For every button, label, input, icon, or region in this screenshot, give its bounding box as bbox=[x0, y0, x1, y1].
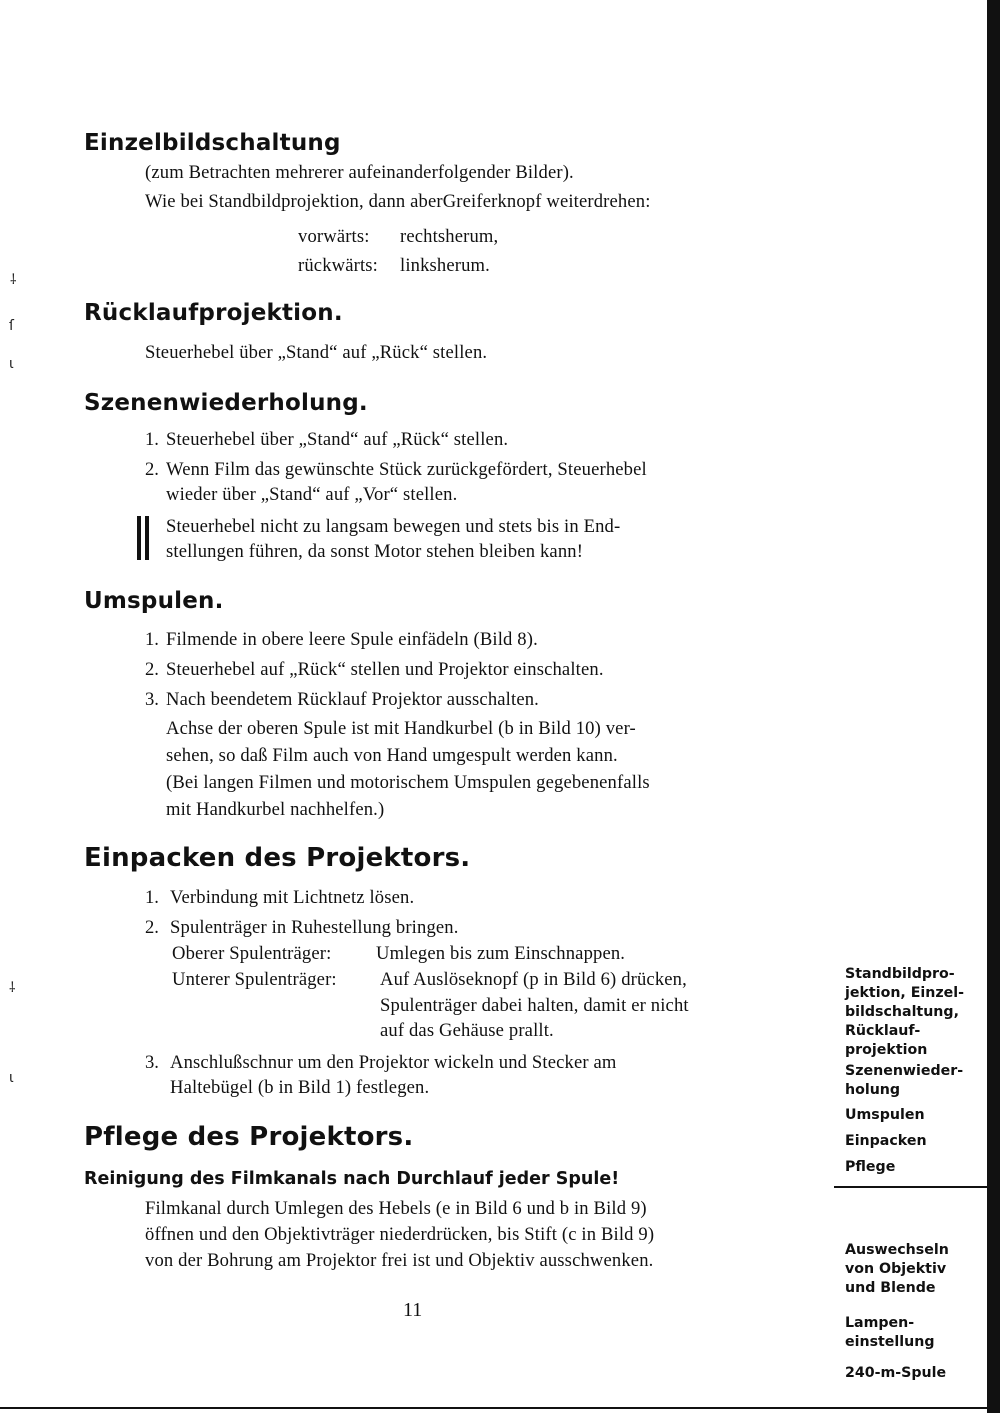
sidebar-line: projektion bbox=[845, 1042, 928, 1058]
sidebar-line: Lampen- bbox=[845, 1315, 915, 1331]
direction-label: vorwärts: bbox=[298, 226, 370, 247]
sidebar-line: und Blende bbox=[845, 1280, 936, 1296]
spulentraeger-text: Auf Auslöseknopf (p in Bild 6) drücken, bbox=[380, 969, 687, 990]
sidebar-line: holung bbox=[845, 1082, 901, 1098]
paragraph-line: Achse der oberen Spule ist mit Handkurbel (b in Bild 10) ver- bbox=[166, 718, 636, 739]
text-line: Wie bei Standbildprojektion, dann aberGreiferknopf weiterdrehen: bbox=[145, 191, 651, 212]
list-item: Anschlußschnur um den Projektor wickeln und Stecker am bbox=[170, 1052, 617, 1073]
list-number: 1. bbox=[145, 887, 159, 908]
sidebar-divider bbox=[834, 1186, 987, 1188]
sidebar-line: jektion, Einzel- bbox=[845, 985, 965, 1001]
margin-mark: ɩ bbox=[9, 356, 14, 372]
list-number: 3. bbox=[145, 689, 159, 710]
sidebar-index-pflege: Pflege bbox=[845, 1159, 896, 1175]
subheading-reinigung: Reinigung des Filmkanals nach Durchlauf jeder Spule! bbox=[84, 1169, 620, 1189]
sidebar-line: Szenenwieder- bbox=[845, 1063, 964, 1079]
spulentraeger-text: auf das Gehäuse prallt. bbox=[380, 1020, 554, 1041]
spulentraeger-text: Spulenträger dabei halten, damit er nicht bbox=[380, 995, 689, 1016]
heading-ruecklaufprojektion: Rücklaufprojektion. bbox=[84, 300, 343, 326]
margin-mark: ɩ bbox=[9, 1070, 14, 1086]
sidebar-index-spule: 240-m-Spule bbox=[845, 1365, 947, 1381]
page-edge-band bbox=[987, 0, 1000, 1413]
sidebar-index-auswechseln bbox=[845, 1241, 949, 1298]
heading-einzelbildschaltung: Einzelbildschaltung bbox=[84, 130, 341, 156]
note-line: Steuerhebel nicht zu langsam bewegen und stets bis in End- bbox=[166, 516, 621, 537]
direction-label: rückwärts: bbox=[298, 255, 378, 276]
sidebar-index-szenen bbox=[845, 1062, 963, 1100]
sidebar-line: einstellung bbox=[845, 1334, 935, 1350]
list-number: 2. bbox=[145, 917, 159, 938]
list-number: 3. bbox=[145, 1052, 159, 1073]
list-number: 2. bbox=[145, 659, 159, 680]
sidebar-line: bildschaltung, bbox=[845, 1004, 959, 1020]
note-line: stellungen führen, da sonst Motor stehen bleiben kann! bbox=[166, 541, 584, 562]
list-number: 1. bbox=[145, 429, 159, 450]
heading-einpacken: Einpacken des Projektors. bbox=[84, 843, 471, 873]
text-line: öffnen und den Objektivträger niederdrücken, bis Stift (c in Bild 9) bbox=[145, 1224, 655, 1245]
page-bottom-edge bbox=[0, 1407, 1000, 1409]
text-line: von der Bohrung am Projektor frei ist und Objektiv ausschwenken. bbox=[145, 1250, 654, 1271]
paragraph-line: mit Handkurbel nachhelfen.) bbox=[166, 799, 385, 820]
list-item: Nach beendetem Rücklauf Projektor ausschalten. bbox=[166, 689, 539, 710]
sidebar-index-lampen bbox=[845, 1314, 935, 1352]
sidebar-line: Auswechseln bbox=[845, 1242, 949, 1258]
sidebar-line: Standbildpro- bbox=[845, 966, 955, 982]
list-item: Verbindung mit Lichtnetz lösen. bbox=[170, 887, 415, 908]
spulentraeger-text: Umlegen bis zum Einschnappen. bbox=[376, 943, 626, 964]
list-item: Filmende in obere leere Spule einfädeln (Bild 8). bbox=[166, 629, 538, 650]
heading-szenenwiederholung: Szenenwiederholung. bbox=[84, 390, 368, 416]
paragraph-line: sehen, so daß Film auch von Hand umgespult werden kann. bbox=[166, 745, 618, 766]
sidebar-line: von Objektiv bbox=[845, 1261, 947, 1277]
note-bar-left bbox=[137, 516, 141, 560]
page-number: 11 bbox=[403, 1299, 423, 1321]
list-item: Steuerhebel auf „Rück“ stellen und Projektor einschalten. bbox=[166, 659, 604, 680]
direction-value: linksherum. bbox=[400, 255, 490, 276]
margin-mark: ⸸ bbox=[9, 980, 16, 996]
spulentraeger-label: Unterer Spulenträger: bbox=[172, 969, 337, 990]
sidebar-line: Rücklauf- bbox=[845, 1023, 921, 1039]
paragraph-line: (Bei langen Filmen und motorischem Umspulen gegebenenfalls bbox=[166, 772, 650, 793]
heading-umspulen: Umspulen. bbox=[84, 588, 224, 614]
list-item: Wenn Film das gewünschte Stück zurückgefördert, Steuerhebel bbox=[166, 459, 647, 480]
list-number: 1. bbox=[145, 629, 159, 650]
margin-mark: ⸸ bbox=[10, 272, 17, 288]
text-line: Filmkanal durch Umlegen des Hebels (e in Bild 6 und b in Bild 9) bbox=[145, 1198, 647, 1219]
note-bar-right bbox=[145, 516, 149, 560]
direction-value: rechtsherum, bbox=[400, 226, 499, 247]
heading-pflege: Pflege des Projektors. bbox=[84, 1122, 414, 1152]
list-item: Steuerhebel über „Stand“ auf „Rück“ stellen. bbox=[166, 429, 509, 450]
list-number: 2. bbox=[145, 459, 159, 480]
sidebar-index-umspulen: Umspulen bbox=[845, 1107, 925, 1123]
list-item-cont: wieder über „Stand“ auf „Vor“ stellen. bbox=[166, 484, 458, 505]
margin-mark: ſ bbox=[9, 318, 14, 334]
list-item-cont: Haltebügel (b in Bild 1) festlegen. bbox=[170, 1077, 430, 1098]
text-line: (zum Betrachten mehrerer aufeinanderfolgender Bilder). bbox=[145, 162, 574, 183]
spulentraeger-label: Oberer Spulenträger: bbox=[172, 943, 332, 964]
text-line: Steuerhebel über „Stand“ auf „Rück“ stellen. bbox=[145, 342, 488, 363]
sidebar-index-standbild bbox=[845, 965, 964, 1060]
list-item: Spulenträger in Ruhestellung bringen. bbox=[170, 917, 459, 938]
sidebar-index-einpacken: Einpacken bbox=[845, 1133, 927, 1149]
